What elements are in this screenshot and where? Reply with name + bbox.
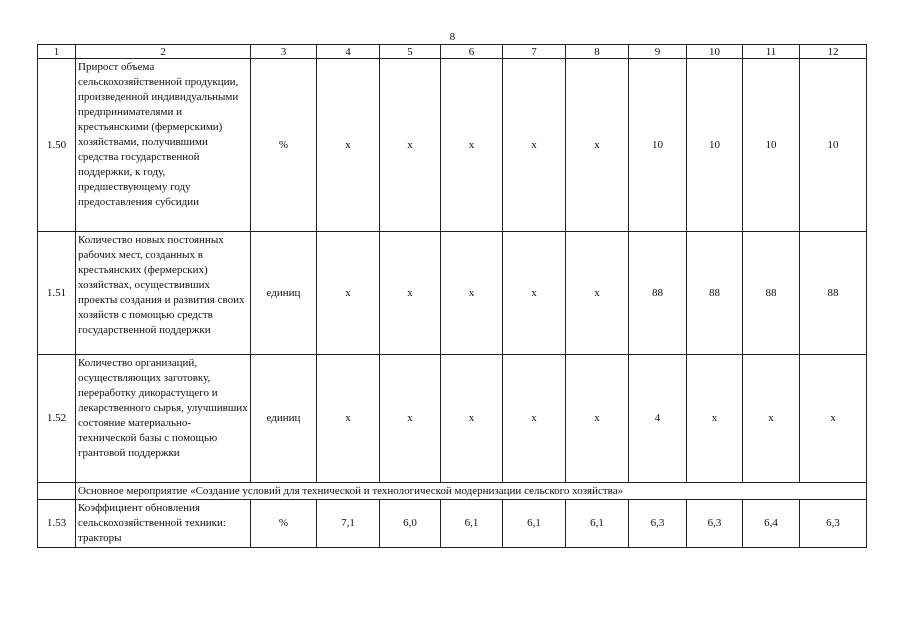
header-cell: 12	[800, 45, 867, 59]
value-cell: 10	[800, 59, 867, 232]
page-number: 8	[449, 31, 456, 43]
value-cell: х	[317, 232, 380, 355]
value-cell: х	[566, 59, 629, 232]
value-cell: 10	[743, 59, 800, 232]
header-cell: 7	[503, 45, 566, 59]
value-cell: 10	[629, 59, 687, 232]
value-cell: х	[441, 59, 503, 232]
value-cell: х	[566, 232, 629, 355]
value-cell: х	[380, 355, 441, 483]
header-cell: 3	[251, 45, 317, 59]
header-row	[38, 45, 867, 59]
value-cell: х	[503, 355, 566, 483]
value-cell: х	[380, 59, 441, 232]
indicator-name: Прирост объема сельскохозяйственной продукции, произведенной индивидуальными предпринимателями и крестьянскими (фермерскими) хозяйствами, получившими средства государственной поддержки, к году, предшествующему году предоставления субсидии	[76, 59, 251, 232]
value-cell: х	[743, 355, 800, 483]
table-row	[38, 232, 867, 355]
header-cell: 1	[38, 45, 76, 59]
header-cell: 4	[317, 45, 380, 59]
row-number-empty	[38, 483, 76, 500]
value-cell: 10	[687, 59, 743, 232]
value-cell: 88	[743, 232, 800, 355]
row-number: 1.52	[38, 355, 76, 483]
unit-cell: единиц	[251, 232, 317, 355]
value-cell: х	[441, 232, 503, 355]
value-cell: 6,1	[441, 500, 503, 548]
section-row	[38, 483, 867, 500]
header-cell: 11	[743, 45, 800, 59]
value-cell: 88	[629, 232, 687, 355]
value-cell: 88	[687, 232, 743, 355]
table-row	[38, 59, 867, 232]
unit-cell: единиц	[251, 355, 317, 483]
unit-cell: %	[251, 59, 317, 232]
value-cell: 7,1	[317, 500, 380, 548]
value-cell: х	[800, 355, 867, 483]
value-cell: 6,0	[380, 500, 441, 548]
value-cell: 6,3	[629, 500, 687, 548]
indicator-name: Количество организаций, осуществляющих заготовку, переработку дикорастущего и лекарственного сырья, улучшивших состояние материально-технической базы с помощью грантовой поддержки	[76, 355, 251, 483]
table-row	[38, 500, 867, 548]
value-cell: х	[687, 355, 743, 483]
header-cell: 6	[441, 45, 503, 59]
header-cell: 5	[380, 45, 441, 59]
row-number: 1.51	[38, 232, 76, 355]
header-cell: 8	[566, 45, 629, 59]
table-row	[38, 355, 867, 483]
value-cell: х	[317, 355, 380, 483]
value-cell: х	[441, 355, 503, 483]
value-cell: 6,3	[687, 500, 743, 548]
value-cell: х	[566, 355, 629, 483]
value-cell: 88	[800, 232, 867, 355]
value-cell: х	[317, 59, 380, 232]
value-cell: х	[503, 232, 566, 355]
indicator-name: Коэффициент обновления сельскохозяйственной техники: тракторы	[76, 500, 251, 548]
value-cell: 4	[629, 355, 687, 483]
row-number: 1.53	[38, 500, 76, 548]
row-number: 1.50	[38, 59, 76, 232]
header-cell: 10	[687, 45, 743, 59]
header-cell: 9	[629, 45, 687, 59]
unit-cell: %	[251, 500, 317, 548]
indicators-table	[37, 44, 867, 548]
indicator-name: Количество новых постоянных рабочих мест, созданных в крестьянских (фермерских) хозяйствах, осуществивших проекты создания и развития своих хозяйств с помощью средств государственной поддержки	[76, 232, 251, 355]
section-title: Основное мероприятие «Создание условий для технической и технологической модернизации сельского хозяйства»	[76, 483, 867, 500]
value-cell: 6,4	[743, 500, 800, 548]
value-cell: х	[503, 59, 566, 232]
value-cell: 6,1	[566, 500, 629, 548]
value-cell: 6,1	[503, 500, 566, 548]
value-cell: х	[380, 232, 441, 355]
header-cell: 2	[76, 45, 251, 59]
value-cell: 6,3	[800, 500, 867, 548]
